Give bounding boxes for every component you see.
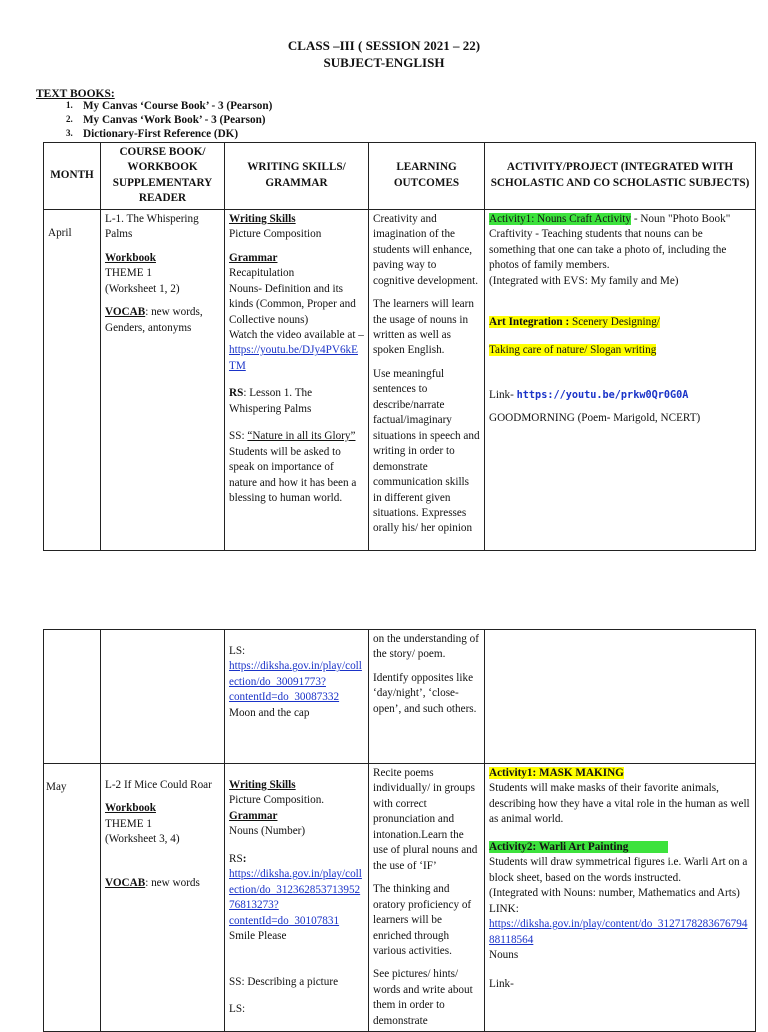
- ss-label: SS:: [229, 430, 248, 443]
- outcome-text: See pictures/ hints/ words and write about them in order to demonstrate: [373, 968, 473, 1027]
- textbook-item: [66, 114, 272, 128]
- course-cell: [101, 209, 225, 550]
- video-text: Watch the video available at –: [229, 328, 364, 341]
- header-month: MONTH: [44, 143, 101, 210]
- activity-link[interactable]: https://diksha.gov.in/play/content/do_312717828367679488118564: [489, 918, 748, 946]
- writing-skills-label: Writing Skills: [229, 779, 296, 791]
- lesson-text: L-2 If Mice Could Roar: [105, 779, 212, 791]
- vocab-label: VOCAB: [105, 306, 146, 319]
- workbook-label: Workbook: [105, 802, 156, 815]
- textbook-item-text: My Canvas ‘Course Book’ - 3 (Pearson): [83, 100, 273, 112]
- grammar-label: Grammar: [229, 251, 278, 264]
- activity1-integrated: (Integrated with EVS: My family and Me): [489, 274, 679, 287]
- rs-label: RS: [229, 852, 243, 865]
- rs-colon: :: [242, 852, 247, 865]
- outcome-text: Identify opposites like ‘day/night’, ‘close-open’, and such others.: [373, 671, 477, 715]
- vocab-text: : new words, Genders, antonyms: [105, 306, 203, 334]
- grammar-text: Recapitulation: [229, 267, 295, 280]
- link-line: [489, 388, 751, 403]
- activity-cell: [485, 209, 756, 550]
- lesson-text: L-1. The Whispering Palms: [105, 212, 199, 241]
- activity-link[interactable]: https://youtu.be/prkw0Qr0G0A: [516, 389, 689, 401]
- month-cell: April: [44, 209, 101, 550]
- art-integration-label: Art Integration: [489, 316, 566, 329]
- rs-label: RS: [229, 387, 244, 400]
- nouns-text: Nouns: [489, 948, 519, 961]
- textbook-item-number: 3.: [66, 127, 73, 138]
- ls-label: LS:: [229, 1002, 246, 1015]
- textbook-item: [66, 100, 272, 114]
- table-header-row: [44, 143, 756, 210]
- writing-skills-text: Picture Composition.: [229, 794, 325, 807]
- activity1-line: [489, 212, 751, 274]
- video-link[interactable]: https://youtu.be/DJy4PV6kETM: [229, 344, 358, 372]
- rs-line: [229, 386, 364, 417]
- page-subtitle: SUBJECT-ENGLISH: [323, 55, 445, 70]
- link2-label: Link-: [489, 978, 514, 991]
- theme-text: THEME 1: [105, 817, 152, 830]
- table-row-may: [44, 764, 756, 1032]
- ss-text: Students will be asked to speak on importance of nature and how it has been a blessing to human world.: [229, 445, 357, 505]
- course-cell: [101, 630, 225, 764]
- month-cell: [44, 630, 101, 764]
- writing-cell: [225, 209, 369, 550]
- poem-text: GOODMORNING (Poem- Marigold, NCERT): [489, 412, 701, 425]
- header-outcomes: LEARNING OUTCOMES: [369, 143, 485, 210]
- textbook-item-text: Dictionary-First Reference (DK): [83, 127, 239, 140]
- outcome-text: Creativity and imagination of the students will enhance, paving way to cognitive development.: [373, 212, 479, 287]
- art-integration-line: [489, 315, 751, 330]
- month-cell: May: [44, 764, 101, 1032]
- outcomes-cell: [369, 209, 485, 550]
- activity1-label: Activity1: MASK MAKING: [489, 767, 624, 779]
- art-integration-text2: Taking care of nature/ Slogan writing: [489, 343, 657, 356]
- outcome-text: The thinking and oratory proficiency of learners will be enriched through various activities.: [373, 883, 472, 957]
- art-integration-text: Scenery Designing/: [569, 316, 660, 329]
- worksheet-text: (Worksheet 1, 2): [105, 282, 180, 295]
- textbook-item: [66, 128, 272, 142]
- writing-skills-text: Picture Composition: [229, 228, 322, 241]
- rs-line: [229, 852, 364, 867]
- outcome-text: on the understanding of the story/ poem.: [373, 633, 479, 661]
- theme-text: THEME 1: [105, 267, 152, 280]
- ss-line: [229, 429, 364, 444]
- grammar-text: Nouns (Number): [229, 825, 306, 838]
- rs-text: Smile Please: [229, 930, 287, 943]
- link-label: Link-: [489, 388, 517, 401]
- ss-quote: “Nature in all its Glory”: [247, 430, 356, 443]
- header-course: COURSE BOOK/ WORKBOOK SUPPLEMENTARY READER: [101, 143, 225, 210]
- grammar-label: Grammar: [229, 809, 278, 822]
- activity-cell: [485, 764, 756, 1032]
- activity2-label: Activity2: Warli Art Painting: [489, 841, 668, 853]
- rs-text: : Lesson 1. The Whispering Palms: [229, 387, 313, 415]
- writing-cell: [225, 630, 369, 764]
- textbook-item-text: My Canvas ‘Work Book’ - 3 (Pearson): [83, 113, 266, 126]
- vocab-line: [105, 305, 220, 336]
- outcomes-cell: [369, 630, 485, 764]
- activity2-integrated: (Integrated with Nouns: number, Mathematics and Arts): [489, 887, 740, 900]
- workbook-label: Workbook: [105, 251, 156, 264]
- ls-text: Moon and the cap: [229, 706, 310, 719]
- activity2-text: Students will draw symmetrical figures i.e. Warli Art on a block sheet, based on the words instructed.: [489, 856, 748, 884]
- vocab-line: [105, 876, 220, 891]
- page-title: CLASS –III ( SESSION 2021 – 22): [287, 38, 481, 53]
- textbooks-heading: TEXT BOOKS:: [36, 88, 115, 100]
- ls-label: LS:: [229, 645, 246, 657]
- activity-cell: [485, 630, 756, 764]
- activity1-text: - Noun "Photo Book" Craftivity - Teaching students that nouns can be something that one can take a photo of, including the photos of family members.: [489, 212, 731, 272]
- ss-text: SS: Describing a picture: [229, 975, 339, 988]
- writing-cell: [225, 764, 369, 1032]
- syllabus-table-april: [43, 142, 756, 551]
- table-row-april-cont: [44, 630, 756, 764]
- ls-link[interactable]: https://diksha.gov.in/play/collection/do_30091773?contentId=do_30087332: [229, 660, 362, 704]
- writing-skills-label: Writing Skills: [229, 212, 296, 225]
- vocab-text: : new words: [145, 876, 200, 889]
- outcomes-cell: [369, 764, 485, 1032]
- outcome-text: The learners will learn the usage of nouns in written as well as spoken English.: [373, 298, 474, 357]
- textbook-item-number: 2.: [66, 113, 73, 124]
- course-cell: [101, 764, 225, 1032]
- activity1-label: Activity1: Nouns Craft Activity: [489, 212, 632, 225]
- link-label: LINK:: [489, 902, 519, 915]
- syllabus-table-may: [43, 629, 756, 1032]
- grammar-text: Nouns- Definition and its kinds (Common, Proper and Collective nouns): [229, 282, 356, 326]
- outcome-text: Use meaningful sentences to describe/narrate factual/imaginary situations in speech and writing in order to demonstrate communication skills in different given situations. Expresses orally his/ her opinion: [373, 367, 480, 535]
- header-activity: ACTIVITY/PROJECT (INTEGRATED WITH SCHOLASTIC AND CO SCHOLASTIC SUBJECTS): [485, 143, 756, 210]
- outcome-text: Recite poems individually/ in groups with correct pronunciation and intonation.Learn the use of plural nouns and the use of ‘IF’: [373, 767, 478, 872]
- textbook-item-number: 1.: [66, 100, 73, 110]
- header-writing: WRITING SKILLS/ GRAMMAR: [225, 143, 369, 210]
- rs-link[interactable]: https://diksha.gov.in/play/collection/do_31236285371395276813273?contentId=do_30107831: [229, 868, 362, 927]
- art-integration-colon: :: [565, 316, 570, 329]
- textbooks-list: [66, 100, 272, 142]
- worksheet-text: (Worksheet 3, 4): [105, 833, 180, 846]
- table-row-april: [44, 209, 756, 550]
- activity1-text: Students will make masks of their favorite animals, describing how they have a vital role in the human as well as animal world.: [489, 782, 750, 826]
- vocab-label: VOCAB: [105, 876, 146, 889]
